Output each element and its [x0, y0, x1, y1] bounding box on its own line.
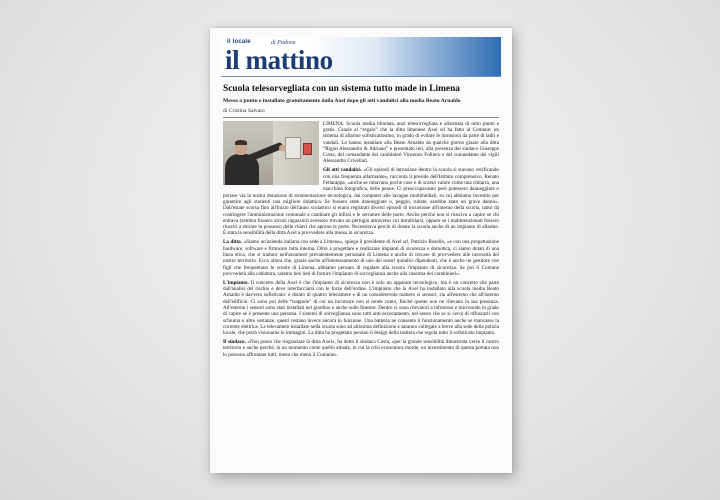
article-headline: Scuola telesorvegliata con un sistema tutto made in Limena	[223, 84, 460, 94]
divider	[223, 117, 499, 118]
masthead	[221, 37, 501, 77]
article-photo	[223, 121, 319, 185]
article-body	[223, 121, 499, 358]
paragraph-vandalism: Gli atti vandalici. «Gli episodi di intrusione dentro la scuola si stavano verificando con una frequenza allarmante», racconta il preside dell'Istituto comprensivo, Renato Fettarappa, «anche se rubavano poche cose e di scarso valore come una chitarra, una macchina fotografica, delle penne. Ci preoccupavamo però potessero danneggiare o portare via la nostra dotazione di strumentazione tecnologica, dai computer alle lavagne multimediali, su cui abbiamo investito per garantire agli studenti una migliore didattica. Se fossero state danneggiate o, peggio, rubate, sarebbe stato un grave danno». Dall'estate scorsa fino all'inizio dell'anno scolastico si erano registrati diversi episodi di incursione all'interno della scuola, tanto da costringere l'amministrazione comunale a cambiare gli infissi e le serrature delle porte. Anche perché non si riusciva a capire se chi entrava (sembra fossero alcuni ragazzini) avessero trovato un pertugio attraverso cui intrufolarsi, oppure se i malintenzionati fossero riusciti a entrare in possesso delle chiavi che aprono le porte. Necessitava perciò di dotare la scuola anche di un impianto di allarme. È stata la sensibilità della ditta Axel a provvedere alla messa in sicurezza.	[223, 167, 499, 237]
article-subheadline: Messo a punto e installato gratuitamente dalla Axel dopo gli atti vandalici alla media Beato Arnaldo	[223, 97, 461, 104]
paragraph-company: La ditta. «Siamo un'azienda italiana con sede a Limena», spiega il presidente di Axel srl, Patrizio Bosello, «e con una progettazione hardware, software e firmware tutta interna. Oltre a progettare e realizzare impianti di sicurezza e domotica, ci siamo dotati di una linea etica, che si traduce nell'assumere prevalentemente personale di Limena e anche di cercare di provvedere alle necessità del nostro territorio. Ecco allora che, grazie anche all'interessamento di uno dei nostri quindici dipendenti, che è anche un genitore con figli che frequentano le scuole di Limena, abbiamo pensato di regalare alla scuola l'impianto di sicurezza. Se poi il Comune provvederà alla cablatura, saremo ben lieti di fornire l'impianto di sorveglianza anche alla caserma dei carabinieri».	[223, 239, 499, 277]
newspaper-clipping	[210, 28, 512, 473]
masthead-title: il mattino	[225, 45, 333, 75]
masthead-small-label: il locale	[227, 39, 251, 45]
article-byline: di Cristina Salvato	[223, 107, 265, 114]
paragraph-mayor: Il sindaco. «Non posso che ringraziare la ditta Axel», ha detto il sindaco Costa, «per la grande sensibilità dimostrata verso il nostro territorio e anche perché, in un momento come quello attuale, in cui la crisi economica morde, un investimento di questa portata non lo possono affrontare tutti, meno che meno il Comune».	[223, 338, 500, 358]
paragraph-system: L'impianto. Il concetto della Axel è che l'impianto di sicurezza non è solo un apparato tecnologico, ma è un concetto che parte dall'analisi del rischio e deve interfacciarsi con le forze dell'ordine. L'impianto che la Axel ha installato alla scuola media Beato Arnaldo è davvero sofisticato: è dotato di quattro telecamere e di un considerevole numero si sensori, sia all'esterno che all'interno dell'edificio. Ci sono poi delle “trappole” di cui un incursore non si rende conto, finché queste non ne rilevano la sua presenza. All'esterno i sensori sono stati installati nel giardino e anche sulle finestre. Dentro ci sono rilevatori a infrarossi e microonde in grado di capire se è presente una persona. I sistemi di sorveglianza sono tutti anti-accecamento, nel senso che se si cerca di offuscarli con schiuma o altre sostanze, questi restano invece ancora in funzione. Una batteria ne consente il funzionamento anche se mancasse la corrente elettrica. Le telecamere installate nella scuola sono ad altissima definizione e saranno collegate a breve alla sede della polizia locale, che potrà visionarne le immagini. La ditta ha progettato persino il design della tastiera che regola tutto il sofisticato impianto.	[223, 279, 499, 337]
photo-man-pointing-icon	[223, 121, 319, 185]
paragraph-intro: LIMENA. Scuola media blindata, anzi telesorvegliata e allarmata di tutto punto e gratis. Grazie al “regalo” che la ditta limenese Axel srl ha fatto al Comune: un sistema di allarme sofisticatissimo, in grado di evitare le intrusioni da parte di ladri e vandali. Lo hanno installato alla Beato Arnaldo da qualche giorno grazie alla ditta “Rigon Alessandro & Adriano” e presentato ieri, alla presenza del sindaco Giuseppe Costa, del comandante dei carabinieri Vincenzo Folliero e del comandante dei vigili Alessandro Crivellari.	[323, 120, 499, 165]
masthead-subtitle: di Padova	[271, 40, 296, 46]
